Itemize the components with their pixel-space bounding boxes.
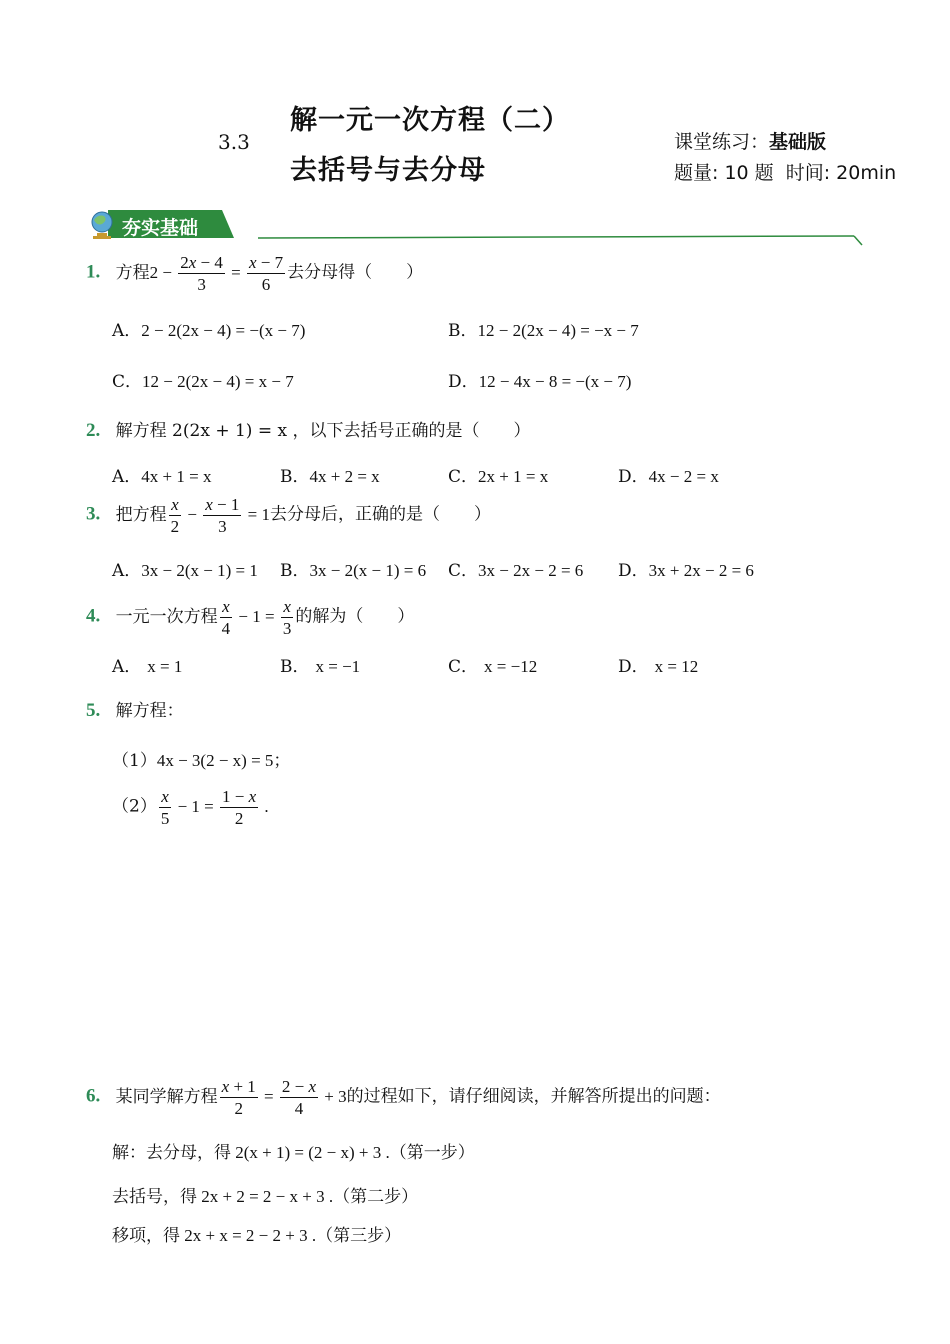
banner-rule-tail [854,236,862,245]
q4-prefix: 一元一次方程 [115,606,218,627]
page-title-line2: 去括号与去分母 [290,155,486,186]
option-label: B． [448,321,478,341]
q1-prefix: 方程 [115,262,150,283]
option-a[interactable] [112,652,182,677]
option-c[interactable] [448,652,537,677]
option-expr: 4x + 1 = x [141,467,212,486]
fraction: $\frac{x - 1}{3}$ [205,495,240,537]
option-label: B． [280,467,310,487]
option-expr: 12 − 2(2x − 4) = −x − 7 [477,321,639,340]
option-c[interactable] [448,556,583,581]
q6-step-3: 移项，得 2x + x = 2 − 2 + 3 .（第三步） [112,1226,402,1245]
question-number: 3. [86,503,101,525]
option-label: B． [280,561,310,581]
question-5 [86,696,184,722]
q6-equation: $\frac{x + 1}{2}$ = $\frac{2 - x}{4}$ + 3 [221,1077,347,1119]
option-b[interactable] [280,556,426,581]
banner-rule [258,236,854,238]
option-expr: 12 − 2(2x − 4) = x − 7 [142,372,294,391]
option-expr: 2 − 2(2x − 4) = −(x − 7) [141,321,306,340]
option-a[interactable] [112,316,305,341]
option-expr: 3x + 2x − 2 = 6 [648,561,754,580]
question-number: 2. [86,420,101,441]
option-expr: 4x − 2 = x [648,467,719,486]
option-label: A． [112,321,142,341]
q3-equation: $\frac{x}{2}$ − $\frac{x - 1}{3}$ = 1 [170,495,270,537]
option-label: C． [112,372,143,392]
question-number: 4. [86,605,101,627]
option-d[interactable] [618,652,698,677]
option-expr: 12 − 4x − 8 = −(x − 7) [478,372,632,391]
q1-suffix: 去分母得（ ） [287,262,424,283]
question-2 [86,416,530,442]
q3-suffix: 去分母后，正确的是（ ） [269,504,491,525]
option-label: C． [448,657,479,677]
meta-line: 题量: 10 题 时间: 20min [674,162,897,184]
fraction: $\frac{x}{4}$ [221,597,231,639]
option-b[interactable] [448,316,639,341]
banner-graphic [88,206,868,250]
option-label: D． [618,561,649,581]
option-expr: x = −1 [315,657,361,676]
fraction: $\frac{1 - x}{2}$ [222,787,257,829]
question-number: 6. [86,1085,101,1107]
option-expr: 3x − 2(x − 1) = 6 [309,561,427,580]
option-c[interactable] [448,462,548,487]
q5-part-1 [112,746,290,771]
option-b[interactable] [280,652,360,677]
question-number: 1. [86,261,101,283]
fraction: $\frac{2 - x}{4}$ [281,1077,317,1119]
fraction: $\frac{2x - 4}{3}$ [180,253,223,295]
option-label: C． [448,467,479,487]
q2-text: 解方程 2(2x + 1) = x ，以下去括号正确的是（ ） [115,421,531,441]
question-number: 5. [86,700,101,721]
practice-info [674,127,826,154]
option-a[interactable] [112,462,211,487]
option-label: A． [112,657,142,677]
option-label: C． [448,561,479,581]
option-expr: 3x − 2x − 2 = 6 [478,561,584,580]
option-expr: 4x + 2 = x [309,467,380,486]
question-1 [86,252,423,296]
option-expr: x = 12 [654,657,699,676]
q6-suffix: 的过程如下，请仔细阅读，并解答所提出的问题： [346,1086,721,1107]
option-expr: x = 1 [147,657,183,676]
option-label: A． [112,561,142,581]
option-a[interactable] [112,556,258,581]
part-label: （1） [112,751,157,771]
option-d[interactable] [448,367,631,392]
q1-equation: 2 − $\frac{2x - 4}{3}$ = $\frac{x - 7}{6}$ [149,253,284,295]
q3-prefix: 把方程 [115,504,167,525]
fraction: $\frac{x}{5}$ [160,787,170,829]
part-expr: 4x − 3(2 − x) = 5； [156,751,291,770]
q6-step-2: 去括号，得 2x + 2 = 2 − x + 3 .（第二步） [112,1187,419,1206]
q5-part-2 [112,786,269,830]
option-d[interactable] [618,556,754,581]
practice-level: 基础版 [769,131,827,153]
option-d[interactable] [618,462,719,487]
option-expr: x = −12 [484,657,538,676]
option-expr: 3x − 2(x − 1) = 1 [141,561,258,580]
q6-step-1: 解：去分母，得 2(x + 1) = (2 − x) + 3 .（第一步） [112,1143,475,1162]
question-6 [86,1076,721,1120]
option-b[interactable] [280,462,380,487]
q4-suffix: 的解为（ ） [295,606,415,627]
part-expr: $\frac{x}{5}$ − 1 = $\frac{1 - x}{2}$ . [160,787,269,829]
option-label: A． [112,467,142,487]
option-expr: 2x + 1 = x [478,467,549,486]
fraction: $\frac{x + 1}{2}$ [221,1077,256,1119]
fraction: $\frac{x - 7}{6}$ [248,253,284,295]
question-3 [86,494,491,538]
option-label: D． [618,657,649,677]
fraction: $\frac{x}{2}$ [170,495,180,537]
option-label: D． [618,467,649,487]
q4-equation: $\frac{x}{4}$ − 1 = $\frac{x}{3}$ [221,597,292,639]
option-c[interactable] [112,367,294,392]
part-label: （2） [112,796,157,817]
option-label: B． [280,657,310,677]
section-number: 3.3 [218,130,250,154]
q6-prefix: 某同学解方程 [115,1086,218,1107]
section-banner [88,206,868,250]
fraction: $\frac{x}{3}$ [282,597,292,639]
practice-label: 课堂练习： [674,131,770,153]
banner-label: 夯实基础 [122,217,199,239]
page-title-line1: 解一元一次方程（二） [290,105,570,136]
option-label: D． [448,372,479,392]
question-4 [86,596,414,640]
q5-text: 解方程： [115,701,184,721]
